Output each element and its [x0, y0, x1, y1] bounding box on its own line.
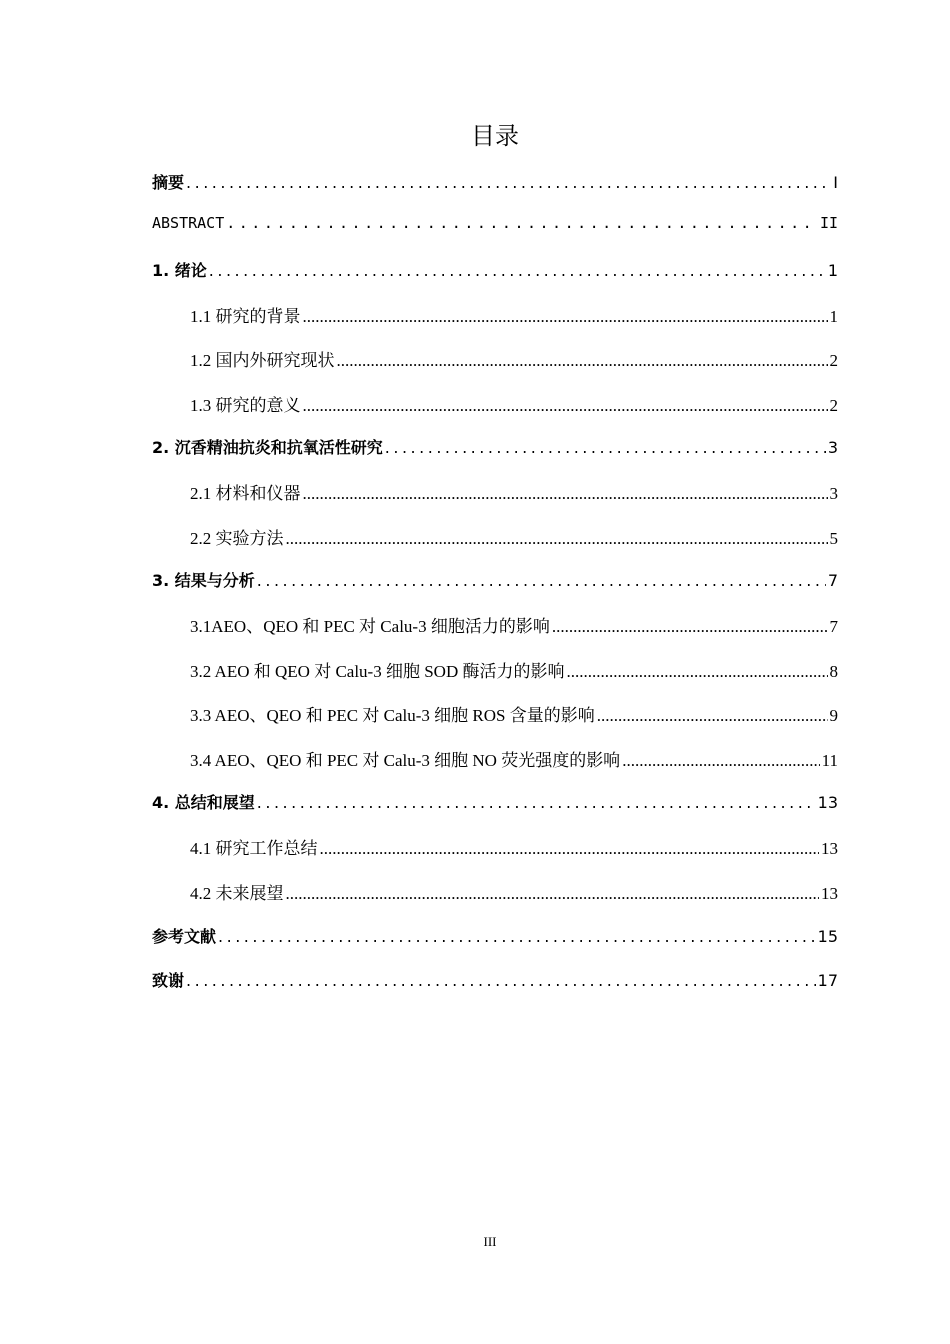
toc-entry-page: 9	[829, 706, 838, 725]
toc-entry-label: 2.2 实验方法	[190, 529, 284, 548]
toc-entry-label: 摘要	[152, 173, 185, 192]
page-title: 目录	[471, 122, 519, 150]
toc-entry-page: 8	[829, 662, 838, 681]
toc-entry-section-1-2[interactable]	[190, 346, 838, 370]
toc-entry-page: 11	[821, 751, 838, 770]
toc-entry-label: 1. 绪论	[152, 261, 207, 280]
toc-entry-page: 7	[829, 617, 838, 636]
toc-entry-label: 4.1 研究工作总结	[190, 839, 318, 858]
toc-entry-label: 致谢	[152, 971, 185, 990]
toc-entry-section-3-4[interactable]	[190, 746, 838, 770]
footer-page-number: III	[483, 1234, 497, 1249]
toc-entry-section-3-2[interactable]	[190, 657, 838, 681]
toc-entry-chapter-2[interactable]	[152, 435, 838, 459]
toc-entry-page: 13	[821, 839, 838, 858]
toc-entry-label: 4. 总结和展望	[152, 793, 255, 812]
toc-entry-label: 1.3 研究的意义	[190, 396, 301, 415]
toc-entry-label: 3.4 AEO、QEO 和 PEC 对 Calu-3 细胞 NO 荧光强度的影响	[190, 751, 621, 770]
toc-entry-section-1-1[interactable]	[190, 302, 838, 326]
toc-entry-acknowledgements[interactable]	[152, 968, 838, 992]
toc-leader-dots	[257, 571, 826, 590]
toc-entry-label: ABSTRACT	[152, 214, 225, 232]
toc-leader-dots	[209, 261, 826, 280]
toc-entry-section-3-1[interactable]	[190, 612, 838, 636]
toc-entry-label: 3.3 AEO、QEO 和 PEC 对 Calu-3 细胞 ROS 含量的影响	[190, 706, 595, 725]
toc-leader-dots	[622, 751, 819, 771]
toc-entry-page: 2	[829, 351, 838, 370]
toc-entry-label: 2.1 材料和仪器	[190, 484, 301, 503]
toc-entry-label: 1.1 研究的背景	[190, 307, 301, 326]
toc-leader-dots	[303, 396, 828, 416]
toc-leader-dots	[286, 529, 828, 549]
toc-entry-section-1-3[interactable]	[190, 391, 838, 415]
toc-entry-label: 1.2 国内外研究现状	[190, 351, 335, 370]
toc-entry-chapter-4[interactable]	[152, 790, 838, 814]
toc-leader-dots	[186, 971, 816, 990]
toc-entry-page: 15	[817, 927, 838, 946]
toc-entry-page: 1	[829, 307, 838, 326]
toc-leader-dots	[566, 662, 827, 682]
toc-entry-section-2-2[interactable]	[190, 524, 838, 548]
toc-leader-dots	[226, 214, 818, 232]
toc-entry-label: 3.1AEO、QEO 和 PEC 对 Calu-3 细胞活力的影响	[190, 617, 550, 636]
toc-entry-page: 13	[821, 884, 838, 903]
toc-entry-label: 2. 沉香精油抗炎和抗氧活性研究	[152, 438, 383, 457]
toc-leader-dots	[286, 884, 820, 904]
toc-entry-references[interactable]	[152, 924, 838, 948]
toc-entry-page: II	[819, 214, 838, 232]
toc-entry-label: 3.2 AEO 和 QEO 对 Calu-3 细胞 SOD 酶活力的影响	[190, 662, 565, 681]
toc-entry-abstract-en[interactable]	[152, 214, 838, 238]
toc-leader-dots	[218, 927, 816, 946]
toc-entry-page: 1	[827, 261, 838, 280]
toc-entry-label: 参考文献	[152, 927, 217, 946]
toc-entry-page: 3	[827, 438, 838, 457]
toc-leader-dots	[257, 793, 816, 812]
toc-entry-section-4-1[interactable]	[190, 834, 838, 858]
toc-entry-page: I	[833, 173, 838, 192]
toc-leader-dots	[552, 617, 828, 637]
toc-entry-label: 3. 结果与分析	[152, 571, 255, 590]
toc-entry-page: 7	[827, 571, 838, 590]
toc-entry-section-4-2[interactable]	[190, 879, 838, 903]
toc-entry-chapter-1[interactable]	[152, 258, 838, 282]
toc-entry-chapter-3[interactable]	[152, 568, 838, 592]
toc-entry-label: 4.2 未来展望	[190, 884, 284, 903]
toc-entry-page: 2	[829, 396, 838, 415]
toc-entry-page: 17	[817, 971, 838, 990]
toc-leader-dots	[303, 307, 828, 327]
toc-entry-page: 13	[817, 793, 838, 812]
toc-entry-section-2-1[interactable]	[190, 479, 838, 503]
toc-entry-abstract-cn[interactable]	[152, 170, 838, 194]
toc-leader-dots	[597, 706, 828, 726]
toc-leader-dots	[337, 351, 828, 371]
toc-leader-dots	[320, 839, 820, 859]
toc-entry-page: 3	[829, 484, 838, 503]
toc-leader-dots	[385, 438, 826, 457]
toc-entry-section-3-3[interactable]	[190, 701, 838, 725]
toc-entry-page: 5	[829, 529, 838, 548]
toc-leader-dots	[303, 484, 828, 504]
toc-leader-dots	[186, 173, 831, 192]
